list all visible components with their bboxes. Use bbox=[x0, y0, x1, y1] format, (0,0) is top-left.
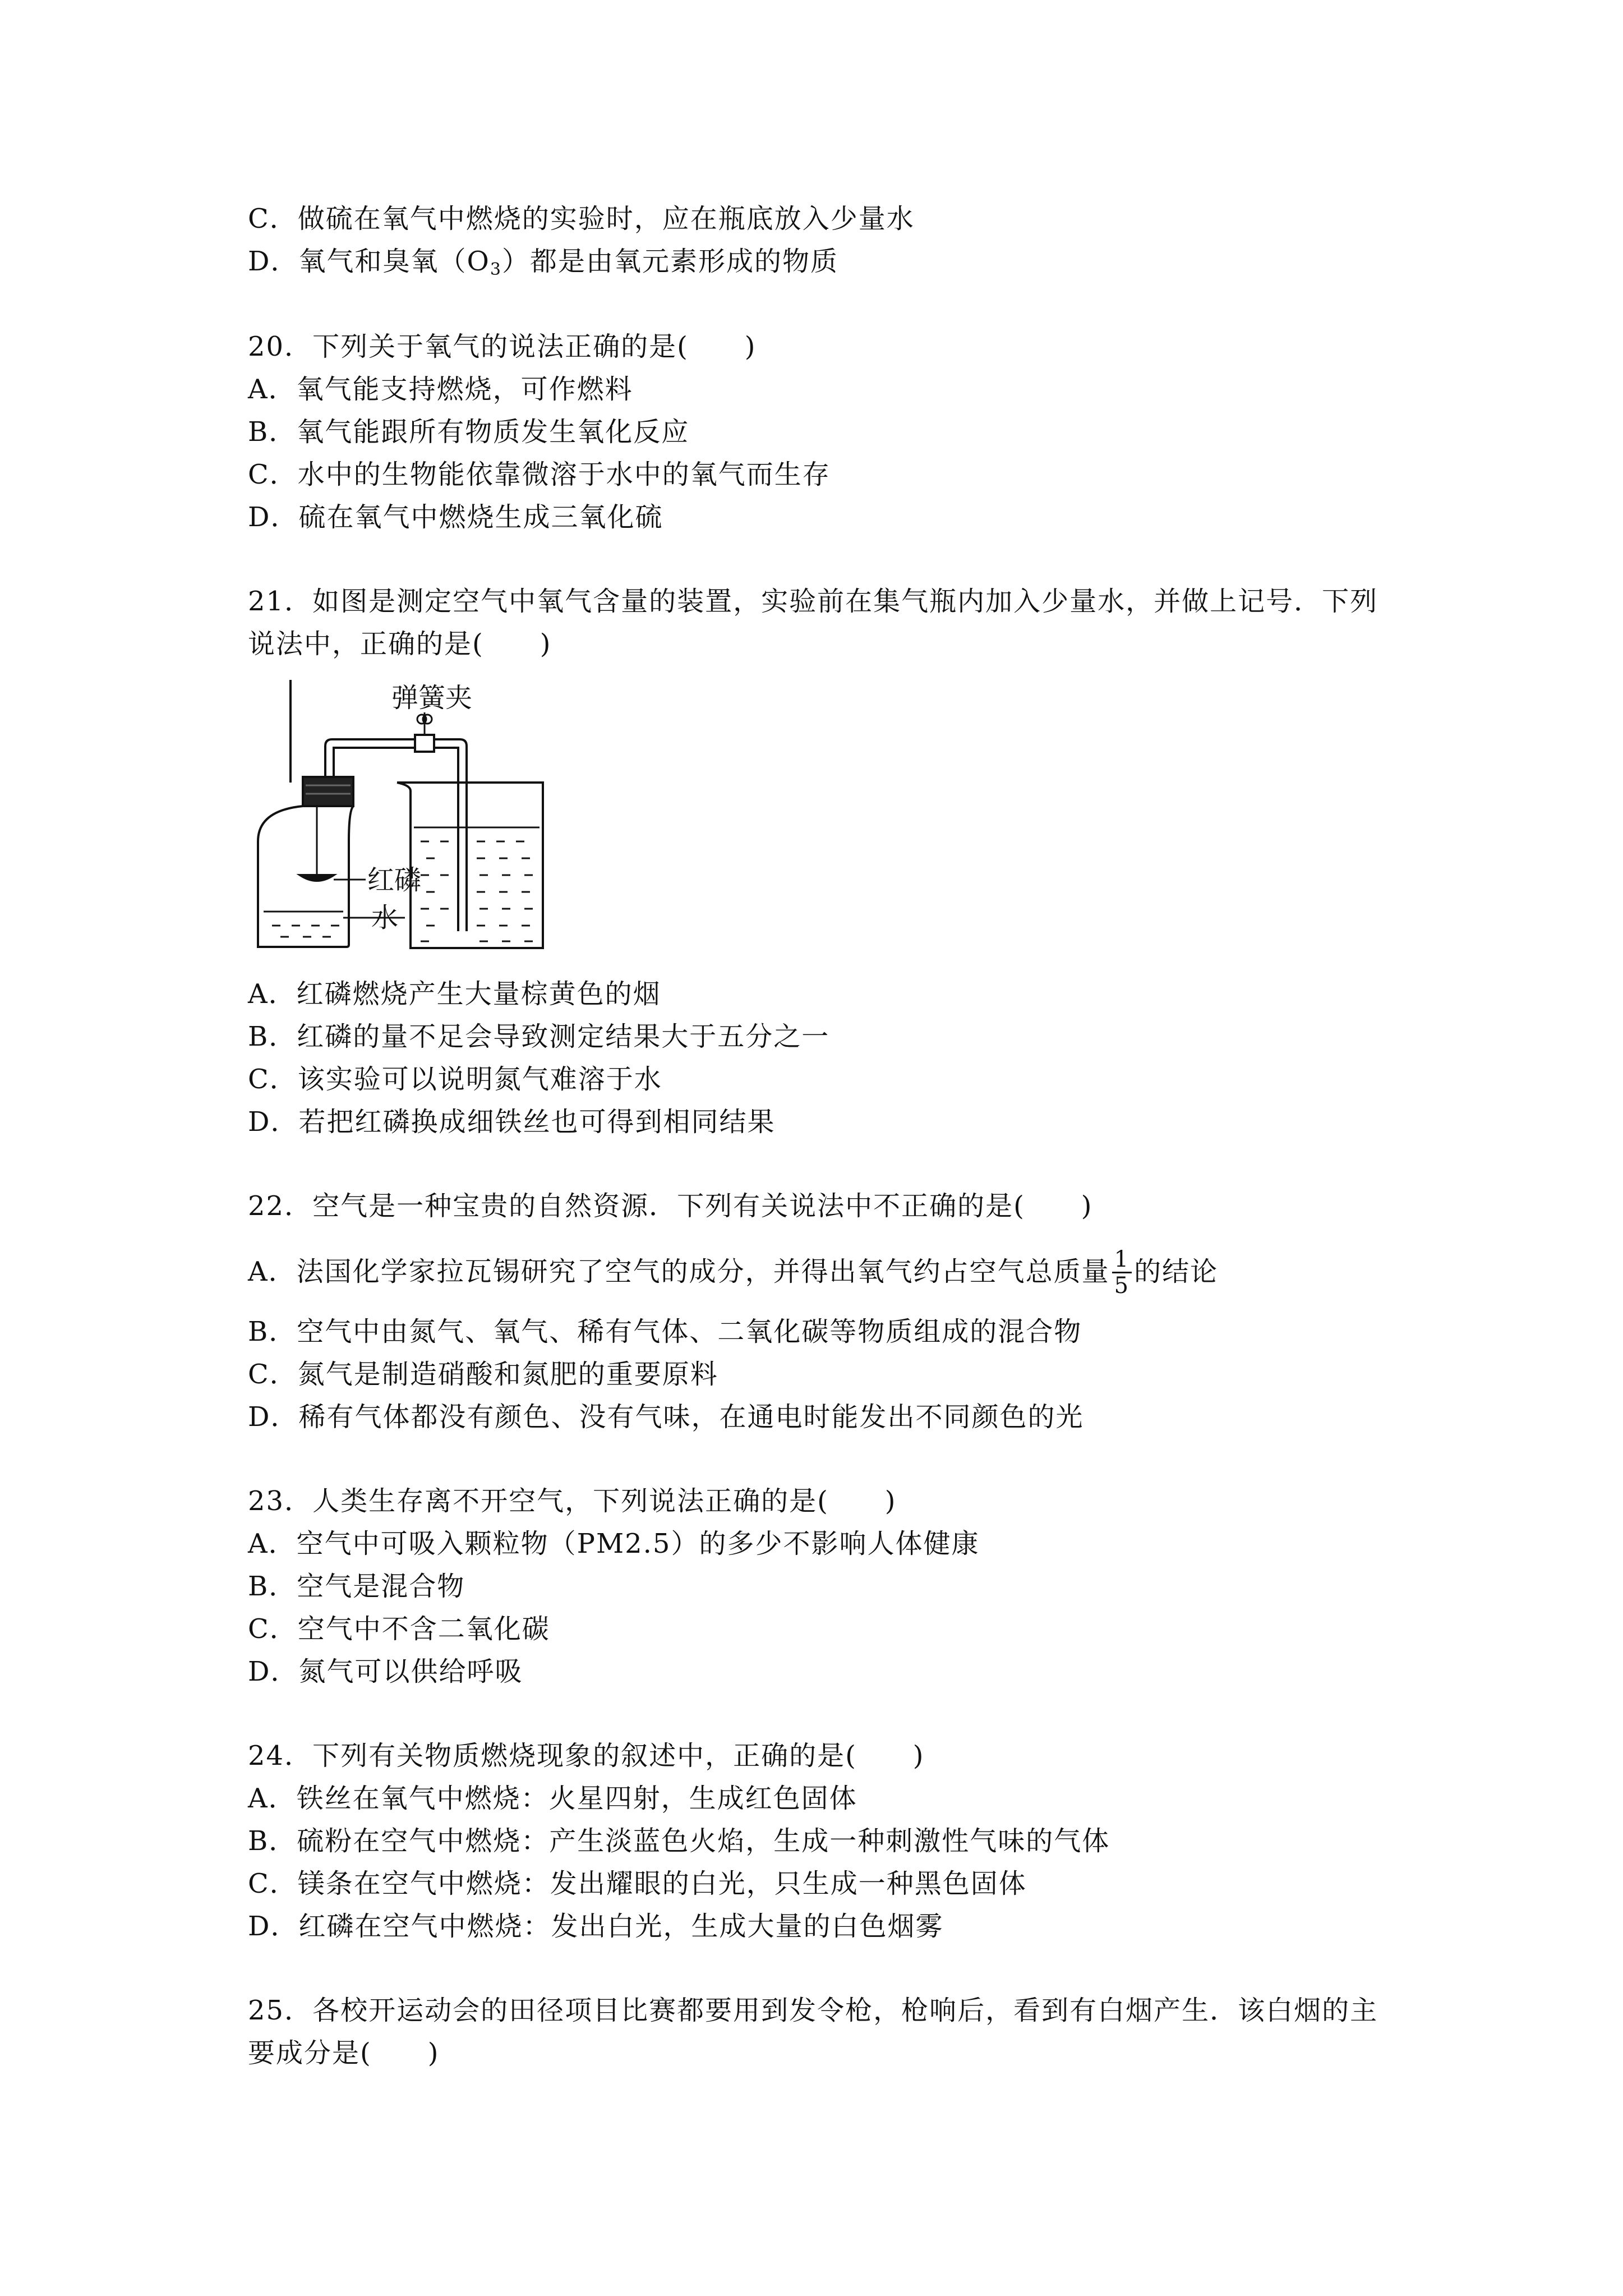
q23-option-a: A．空气中可吸入颗粒物（PM2.5）的多少不影响人体健康 bbox=[248, 1528, 980, 1559]
fraction-one-fifth: $\frac{1}{5}$ bbox=[1112, 1248, 1132, 1297]
q20-option-c: C．水中的生物能依靠微溶于水中的氧气而生存 bbox=[248, 459, 831, 490]
q23-option-d: D．氮气可以供给呼吸 bbox=[248, 1656, 523, 1687]
q23-option-b: B．空气是混合物 bbox=[248, 1571, 465, 1602]
q22-stem: 22．空气是一种宝贵的自然资源．下列有关说法中不正确的是( ) bbox=[248, 1190, 1093, 1222]
q25-stem-line2: 要成分是( ) bbox=[248, 2037, 440, 2069]
q23-stem: 23．人类生存离不开空气，下列说法正确的是( ) bbox=[248, 1485, 897, 1517]
clamp-label: 弹簧夹 bbox=[391, 682, 473, 714]
q21-apparatus-figure bbox=[247, 673, 561, 954]
q21-option-d: D．若把红磷换成细铁丝也可得到相同结果 bbox=[248, 1106, 776, 1138]
q24-option-b: B．硫粉在空气中燃烧：产生淡蓝色火焰，生成一种刺激性气味的气体 bbox=[248, 1825, 1110, 1857]
q21-option-c: C．该实验可以说明氮气难溶于水 bbox=[248, 1064, 662, 1095]
q21-option-b: B．红磷的量不足会导致测定结果大于五分之一 bbox=[248, 1021, 830, 1052]
q22-option-d: D．稀有气体都没有颜色、没有气味，在通电时能发出不同颜色的光 bbox=[248, 1401, 1084, 1433]
q20-option-a: A．氧气能支持燃烧，可作燃料 bbox=[248, 374, 633, 405]
q20-option-d: D．硫在氧气中燃烧生成三氧化硫 bbox=[248, 501, 663, 533]
q24-option-a: A．铁丝在氧气中燃烧：火星四射，生成红色固体 bbox=[248, 1783, 857, 1814]
q24-option-c: C．镁条在空气中燃烧：发出耀眼的白光，只生成一种黑色固体 bbox=[248, 1868, 1027, 1899]
q19-option-c: C．做硫在氧气中燃烧的实验时，应在瓶底放入少量水 bbox=[248, 203, 915, 234]
q22-option-b: B．空气中由氮气、氧气、稀有气体、二氧化碳等物质组成的混合物 bbox=[248, 1316, 1082, 1347]
q21-option-a: A．红磷燃烧产生大量棕黄色的烟 bbox=[248, 978, 661, 1010]
q25-stem-line1: 25．各校开运动会的田径项目比赛都要用到发令枪，枪响后，看到有白烟产生．该白烟的主 bbox=[248, 1995, 1378, 2026]
q24-option-d: D．红磷在空气中燃烧：发出白光，生成大量的白色烟雾 bbox=[248, 1911, 944, 1942]
q24-stem: 24．下列有关物质燃烧现象的叙述中，正确的是( ) bbox=[248, 1740, 925, 1772]
q22-option-a: A．法国化学家拉瓦锡研究了空气的成分，并得出氧气约占空气总质量 $\frac{1}{5}$ 的结论 bbox=[248, 1246, 1219, 1299]
q21-stem-line2: 说法中，正确的是( ) bbox=[248, 628, 552, 660]
q20-option-b: B．氧气能跟所有物质发生氧化反应 bbox=[248, 416, 690, 448]
q23-option-c: C．空气中不含二氧化碳 bbox=[248, 1613, 550, 1645]
q21-stem-line1: 21．如图是测定空气中氧气含量的装置，实验前在集气瓶内加入少量水，并做上记号．下列 bbox=[248, 586, 1378, 617]
phosphorus-label: 红磷 bbox=[367, 864, 422, 896]
q19-option-d: D．氧气和臭氧$(O_3)$都是由氧元素形成的物质 bbox=[248, 246, 838, 279]
q22-option-c: C．氮气是制造硝酸和氮肥的重要原料 bbox=[248, 1359, 718, 1390]
water-label: 水 bbox=[371, 902, 399, 933]
q20-stem: 20．下列关于氧气的说法正确的是( ) bbox=[248, 331, 757, 362]
